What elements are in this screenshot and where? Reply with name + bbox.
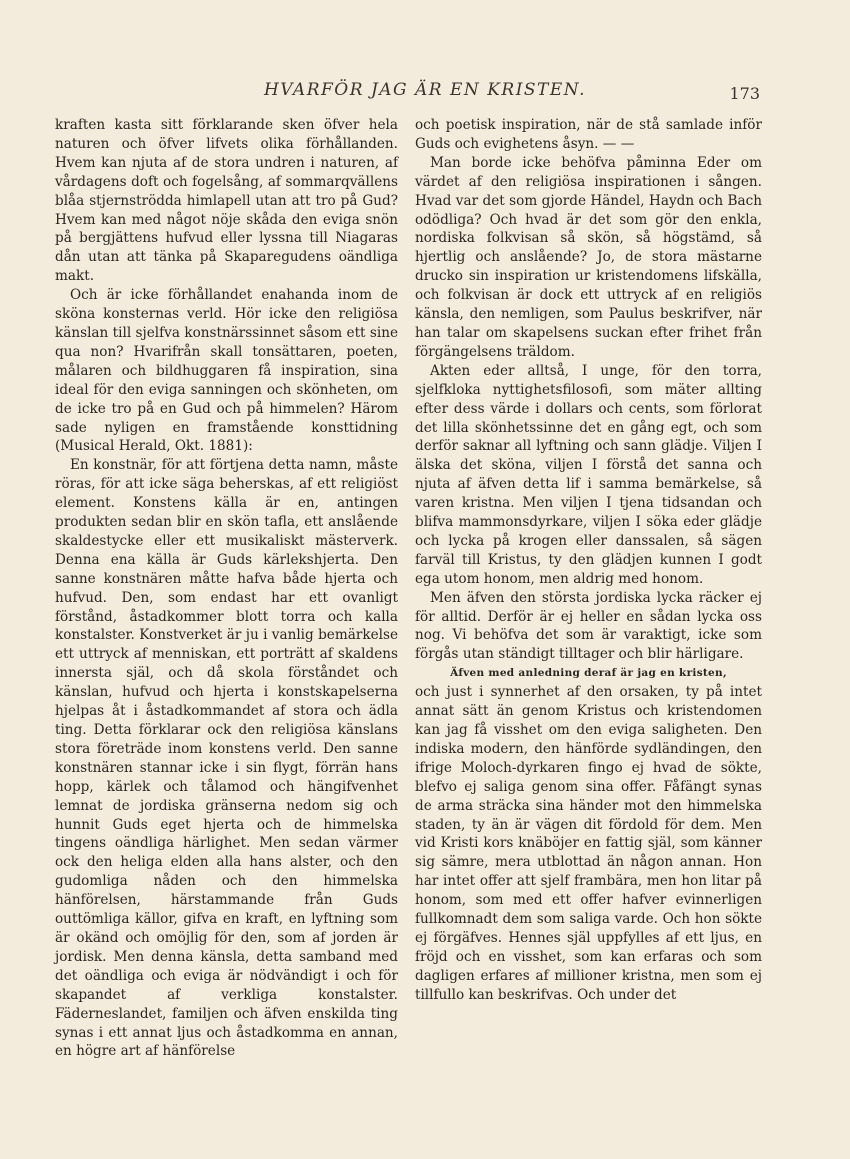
paragraph: Och är icke förhållandet enahanda inom de sköna konsternas verld. Hör icke den religiösa känslan till sjelfva konstnärssinnet såsom ett sine qua non? Hvarifrån skall tonsättaren, poeten, målaren och bildhuggaren få inspiration, sina ideal för den eviga sanningen och skönheten, om de icke tro på en Gud och på himmelen? Härom sade nyligen en framstående konsttidning (Musical Herald, Okt. 1881): [55, 287, 398, 455]
paragraph: Man borde icke behöfva påminna Eder om värdet af den religiösa inspirationen i sången. Hvad var det som gjorde Händel, Haydn och Bach odödliga? Och hvad är det som gör den enkla, nordiska folkvisan så skön, så högstämd, så hjertlig och anslående? Jo, de stora mästarne drucko sin inspiration ur kristendomens lifskälla, och folkvisan är dock ett uttryck af en religiös känsla, den nemligen, som Paulus beskrifver, när han talar om skapelsens suckan efter frihet från förgängelsens träldom. [415, 154, 762, 360]
paragraph: Men äfven den största jordiska lycka räcker ej för alltid. Derför är ej heller en sådan lycka oss nog. Vi behöfva det som är varaktigt, icke som förgås utan ständigt tilltager och blir härligare. [415, 589, 762, 663]
paragraph: och just i synnerhet af den orsaken, ty på intet annat sätt än genom Kristus och kristendomen kan jag få visshet om den eviga saligheten. Den indiska modern, den hänförde sydländingen, den ifrige Moloch-dyrkaren fingo ej hvad de sökte, blefvo ej saliga genom sina offer. Fåfängt synas de arma sträcka sina händer mot den himmelska staden, ty än är vägen dit fördold för dem. Men vid Kristi kors knäböjer en fattig själ, som känner sig sämre, mera utblottad än någon annan. Hon har intet offer att sjelf frambära, men hon litar på honom, som med ett offer hafver evinnerligen fullkomnadt dem som saliga varde. Och hon sökte ej förgäfves. Hennes själ uppfylles af ett ljus, en fröjd och en visshet, som kan erfaras och som dagligen erfares af millioner kristna, men som ej tillfullo kan beskrifvas. Och under det [415, 684, 762, 1003]
page-number: 173 [729, 84, 760, 103]
paragraph: Akten eder alltså, I unge, för den torra, sjelfkloka nyttighetsfilosofi, som mäter allting efter dess värde i dollars och cents, som förlorat det lilla skönhetssinne det en gång egt, och som derför saknar all lyftning och sann glädje. Viljen I älska det sköna, viljen I förstå det sanna och njuta af äfven detta lif i samma bemärkelse, så varen kristna. Men viljen I tjena tidsandan och blifva mammonsdyrkare, viljen I söka eder glädje och lycka på krogen eller danssalen, så sägen farväl till Kristus, ty den glädjen kunnen I godt ega utom honom, men aldrig med honom. [415, 362, 762, 587]
left-column [55, 116, 398, 1061]
paragraph: och poetisk inspiration, när de stå samlade inför Guds och evighetens åsyn. — — [415, 117, 762, 152]
section-caption: Äfven med anledning deraf är jag en kristen, [450, 667, 727, 680]
right-column [415, 116, 762, 1005]
paragraph: En konstnär, för att förtjena detta namn, måste röras, för att icke säga beherskas, af ett religiöst element. Konstens källa är en, antingen produkten sedan blir en skön tafla, ett anslående skaldestycke eller ett musikaliskt mästerverk. Denna ena källa är Guds kärlekshjerta. Den sanne konstnären måtte hafva både hjerta och hufvud. Den, som endast har ett ovanligt förstånd, åstadkommer blott torra och kalla konstalster. Konstverket är ju i vanlig bemärkelse ett uttryck af menniskan, ett porträtt af skaldens innersta själ, och då skola förståndet och känslan, hufvud och hjerta i konstskapelserna hjelpas åt i åstadkommandet af stora och ädla ting. Detta förklarar ock den religiösa känslans stora företräde inom konstens verld. Den sanne konstnären stannar icke i sin flygt, förrän hans hopp, kärlek och tålamod och hängifvenhet lemnat de jordiska gränserna nedom sig och hunnit Guds eget hjerta och de himmelska tingens oändliga härlighet. Men sedan värmer ock den heliga elden alla hans alster, och den gudomliga nåden och den himmelska hänförelsen, härstammande från Guds outtömliga källor, gifva en kraft, en lyftning som är okänd och omöjlig för den, som af jorden är jordisk. Men denna känsla, detta samband med det oändliga och eviga är nödvändigt i och för skapandet af verkliga konstalster. Fäderneslandet, familjen och äfven enskilda ting synas i ett annat ljus och åstadkomma en annan, en högre art af hänförelse [55, 457, 398, 1060]
running-header-title: HVARFÖR JAG ÄR EN KRISTEN. [263, 80, 586, 100]
paragraph: kraften kasta sitt förklarande sken öfver hela naturen och öfver lifvets olika förhållanden. Hvem kan njuta af de stora undren i naturen, af vårdagens doft och fogelsång, af sommarqvällens blåa stjernströdda himlapell utan att tro på Gud? Hvem kan med något nöje skåda den eviga snön på bergjättens hufvud eller lyssna till Niagaras dån utan att tänka på Skaparegudens oändliga makt. [55, 117, 398, 285]
